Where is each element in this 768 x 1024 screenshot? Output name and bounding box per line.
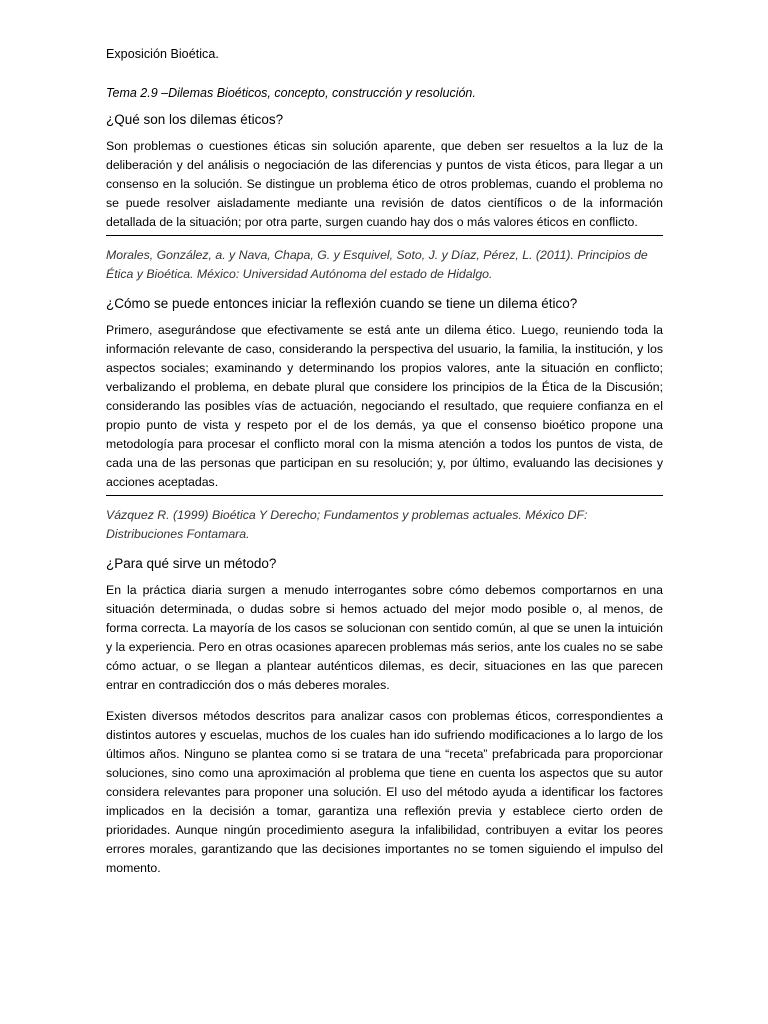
section-question-3: ¿Para qué sirve un método? — [106, 556, 277, 571]
section-2-citation: Vázquez R. (1999) Bioética Y Derecho; Fundamentos y problemas actuales. México DF: Distribuciones Fontamara. — [106, 508, 588, 541]
section-3-paragraph-2: Existen diversos métodos descritos para analizar casos con problemas éticos, correspondientes a distintos autores y escuelas, muchos de los cuales han ido sufriendo modificaciones a lo largo de los últimos años. Ninguno se plantea como si se tratara de una “receta” prefabricada para proporcionar soluciones, sino como una aproximación al problema que tiene en cuenta los aspectos que su autor considera relevantes para proponer una solución. El uso del método ayuda a identificar los factores implicados en la decisión a tomar, garantiza una reflexión previa y establece cierto orden de prioridades. Aunque ningún procedimiento asegura la infalibilidad, contribuyen a evitar los peores errores morales, garantizando que las decisiones importantes no se tomen siguiendo el impulso del momento. — [106, 709, 663, 875]
section-question-2: ¿Cómo se puede entonces iniciar la reflexión cuando se tiene un dilema ético? — [106, 296, 578, 311]
document-page — [106, 46, 663, 878]
section-question-1: ¿Qué son los dilemas éticos? — [106, 112, 284, 127]
section-3-paragraph-1: En la práctica diaria surgen a menudo interrogantes sobre cómo debemos comportarnos en una situación determinada, o dudas sobre si hemos actuado del mejor modo posible o, al menos, de forma correcta. La mayoría de los casos se solucionan con sentido común, al que se unen la intuición y la experiencia. Pero en otras ocasiones aparecen problemas más serios, ante los cuales no se sabe cómo actuar, o se llegan a plantear auténticos dilemas, es decir, situaciones en las que parecen entrar en contradicción dos o más deberes morales. — [106, 583, 663, 692]
topic-heading: Tema 2.9 –Dilemas Bioéticos, concepto, construcción y resolución. — [106, 86, 476, 100]
citation-divider-1 — [106, 235, 663, 236]
citation-divider-2 — [106, 495, 663, 496]
section-2-paragraph-1: Primero, asegurándose que efectivamente se está ante un dilema ético. Luego, reuniendo toda la información relevante de caso, considerando la perspectiva del usuario, la familia, la institución, y los aspectos sociales; examinando y determinando los propios valores, ante la situación en conflicto; verbalizando el problema, en debate plural que considere los principios de la Ética de la Discusión; considerando las posibles vías de actuación, negociando el resultado, que requiere confianza en el propio punto de vista y respeto por el de los demás, ya que el consenso bioético propone una metodología para procesar el conflicto moral con la misma atención a todos los puntos de vista, de cada una de las personas que participan en su resolución; y, por último, evaluando las decisiones y acciones aceptadas. — [106, 323, 663, 489]
section-1-citation: Morales, González, a. y Nava, Chapa, G. y Esquivel, Soto, J. y Díaz, Pérez, L. (2011). Principios de Ética y Bioética. México: Universidad Autónoma del estado de Hidalgo. — [106, 248, 648, 281]
section-1-paragraph-1: Son problemas o cuestiones éticas sin solución aparente, que deben ser resueltos a la luz de la deliberación y del análisis o negociación de las diferencias y puntos de vista éticos, para llegar a un consenso en la solución. Se distingue un problema ético de otros problemas, cuando el problema no se puede resolver aisladamente mediante una revisión de datos científicos o de la información detallada de la situación; por otra parte, surgen cuando hay dos o más valores éticos en conflicto. — [106, 139, 663, 229]
document-title: Exposición Bioética. — [106, 47, 219, 61]
paragraph-spacer — [106, 695, 663, 707]
